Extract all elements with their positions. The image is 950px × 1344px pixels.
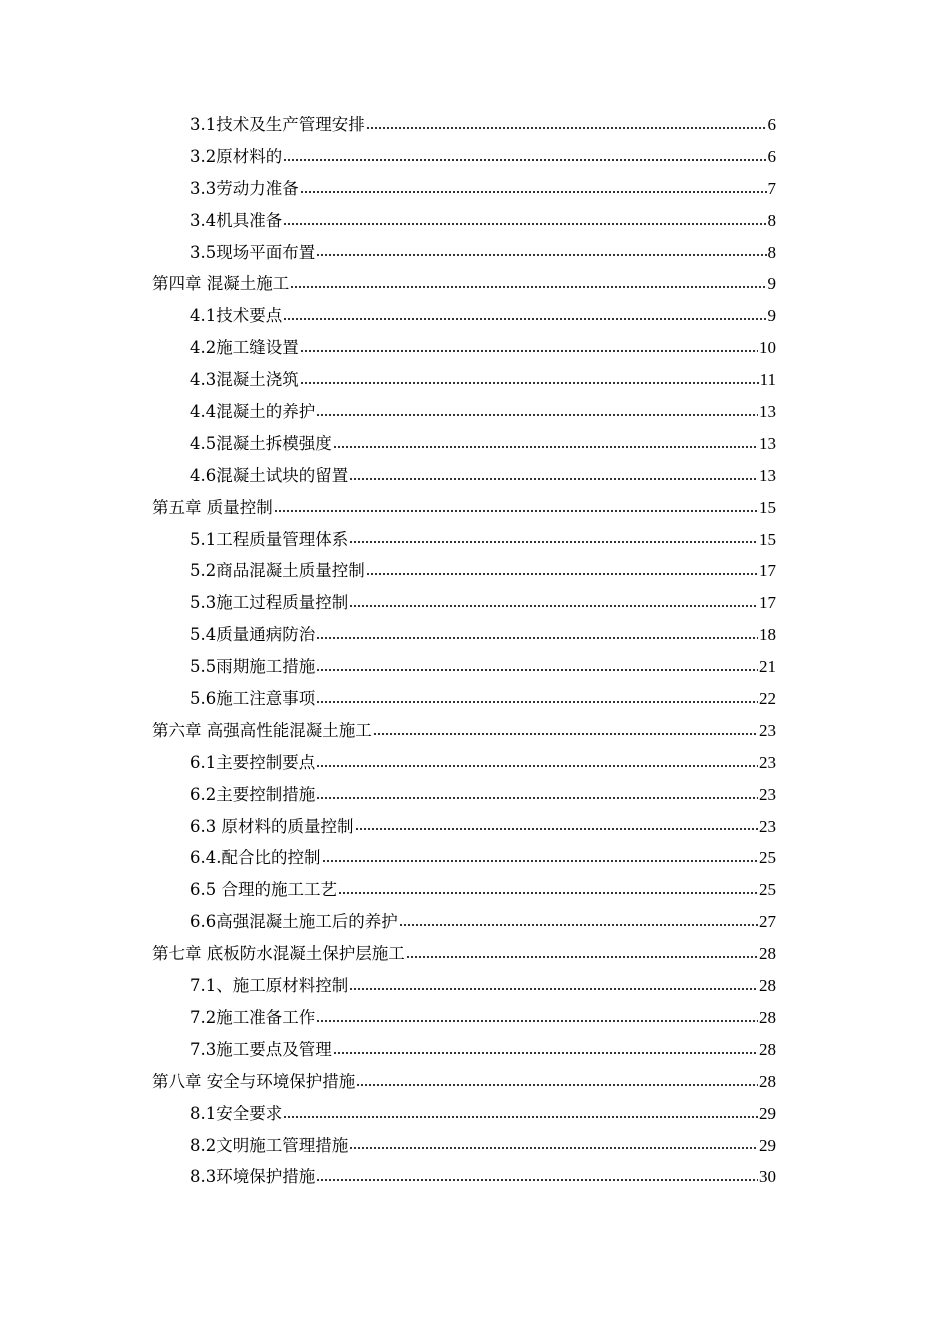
toc-entry-title: 3.4机具准备: [190, 210, 283, 230]
toc-entry-title: 第五章 质量控制: [152, 497, 273, 517]
toc-page-number: 28: [759, 1071, 776, 1091]
toc-section-entry[interactable]: [152, 1098, 776, 1130]
toc-entry-title: 5.5雨期施工措施: [190, 657, 316, 677]
toc-page-number: 18: [759, 625, 776, 645]
toc-page-number: 6: [767, 146, 776, 166]
toc-section-entry[interactable]: [152, 779, 776, 811]
toc-dot-leader: [373, 733, 758, 735]
toc-entry-title: 7.1、施工原材料控制: [190, 976, 349, 996]
toc-dot-leader: [349, 988, 758, 990]
toc-entry-title: 8.1安全要求: [190, 1103, 283, 1123]
toc-page-number: 23: [759, 720, 776, 740]
toc-entry-title: 3.1技术及生产管理安排: [190, 115, 365, 134]
toc-section-entry[interactable]: [152, 874, 776, 906]
toc-section-entry[interactable]: [152, 651, 776, 683]
toc-dot-leader: [399, 924, 758, 926]
toc-dot-leader: [349, 605, 758, 607]
toc-page-number: 9: [767, 274, 776, 294]
toc-entry-title: 7.3施工要点及管理: [190, 1039, 332, 1059]
toc-dot-leader: [283, 318, 766, 320]
toc-page-number: 8: [767, 242, 776, 262]
toc-entry-title: 4.1技术要点: [190, 306, 283, 326]
toc-section-entry[interactable]: [152, 1002, 776, 1034]
toc-dot-leader: [316, 797, 758, 799]
toc-entry-title: 第六章 高强高性能混凝土施工: [152, 720, 372, 740]
toc-entry-title: 6.2主要控制措施: [190, 784, 316, 804]
toc-dot-leader: [349, 541, 758, 543]
toc-entry-title: 3.2原材料的: [190, 146, 283, 166]
toc-dot-leader: [274, 510, 758, 512]
toc-section-entry[interactable]: [152, 109, 776, 141]
toc-chapter-entry[interactable]: [152, 1066, 776, 1098]
toc-dot-leader: [316, 414, 758, 416]
toc-dot-leader: [300, 191, 767, 193]
toc-dot-leader: [366, 127, 767, 129]
toc-entry-title: 第七章 底板防水混凝土保护层施工: [152, 944, 405, 964]
toc-dot-leader: [355, 828, 759, 830]
toc-entry-title: 3.5现场平面布置: [190, 242, 316, 262]
toc-chapter-entry[interactable]: [152, 715, 776, 747]
toc-page-number: 8: [767, 210, 776, 230]
toc-page-number: 25: [759, 848, 776, 868]
toc-page-number: 11: [759, 370, 776, 390]
toc-section-entry[interactable]: [152, 842, 776, 874]
toc-dot-leader: [316, 254, 766, 256]
toc-section-entry[interactable]: [152, 364, 776, 396]
toc-dot-leader: [316, 637, 758, 639]
toc-dot-leader: [316, 1179, 758, 1181]
toc-page-number: 23: [759, 816, 776, 836]
toc-section-entry[interactable]: [152, 428, 776, 460]
toc-entry-title: 第八章 安全与环境保护措施: [152, 1071, 356, 1091]
toc-section-entry[interactable]: [152, 396, 776, 428]
toc-section-entry[interactable]: [152, 906, 776, 938]
toc-page-number: 23: [759, 752, 776, 772]
toc-page-number: 9: [767, 306, 776, 326]
toc-dot-leader: [300, 382, 759, 384]
toc-section-entry[interactable]: [152, 332, 776, 364]
toc-entry-title: 第四章 混凝土施工: [152, 274, 290, 294]
toc-page-number: 22: [759, 689, 776, 709]
toc-page-number: 13: [759, 402, 776, 422]
toc-dot-leader: [349, 1147, 758, 1149]
toc-page-number: 15: [759, 497, 776, 517]
toc-entry-title: 4.6混凝土试块的留置: [190, 465, 349, 485]
toc-entry-title: 5.6施工注意事项: [190, 689, 316, 709]
toc-section-entry[interactable]: [152, 811, 776, 843]
toc-dot-leader: [406, 956, 758, 958]
toc-section-entry[interactable]: [152, 460, 776, 492]
toc-entry-title: 6.4.配合比的控制: [190, 848, 321, 868]
toc-dot-leader: [283, 159, 766, 161]
toc-entry-title: 5.1工程质量管理体系: [190, 529, 349, 549]
toc-page-number: 23: [759, 784, 776, 804]
table-of-contents: [152, 109, 776, 1193]
toc-page-number: 28: [759, 976, 776, 996]
toc-section-entry[interactable]: [152, 619, 776, 651]
toc-dot-leader: [322, 860, 759, 862]
toc-page-number: 29: [759, 1135, 776, 1155]
toc-entry-title: 4.2施工缝设置: [190, 338, 299, 358]
toc-section-entry[interactable]: [152, 300, 776, 332]
toc-page-number: 28: [759, 1007, 776, 1027]
toc-entry-title: 7.2施工准备工作: [190, 1007, 316, 1027]
toc-section-entry[interactable]: [152, 1161, 776, 1193]
toc-section-entry[interactable]: [152, 555, 776, 587]
toc-page-number: 30: [759, 1167, 776, 1187]
toc-entry-title: 5.3施工过程质量控制: [190, 593, 349, 613]
toc-entry-title: 6.5 合理的施工工艺: [190, 880, 337, 900]
toc-entry-title: 4.4混凝土的养护: [190, 402, 316, 422]
toc-dot-leader: [356, 1084, 758, 1086]
toc-section-entry[interactable]: [152, 587, 776, 619]
toc-page-number: 15: [759, 529, 776, 549]
toc-page-number: 25: [759, 880, 776, 900]
toc-dot-leader: [300, 350, 758, 352]
toc-entry-title: 6.1主要控制要点: [190, 752, 316, 772]
toc-entry-title: 6.6高强混凝土施工后的养护: [190, 912, 398, 932]
toc-entry-title: 8.3环境保护措施: [190, 1167, 316, 1187]
toc-dot-leader: [290, 286, 766, 288]
toc-dot-leader: [333, 446, 758, 448]
toc-section-entry[interactable]: [152, 141, 776, 173]
toc-section-entry[interactable]: [152, 970, 776, 1002]
toc-dot-leader: [283, 1116, 758, 1118]
toc-dot-leader: [316, 701, 758, 703]
toc-dot-leader: [349, 478, 758, 480]
toc-dot-leader: [316, 765, 758, 767]
toc-page-number: 21: [759, 657, 776, 677]
toc-page-number: 17: [759, 593, 776, 613]
toc-section-entry[interactable]: [152, 173, 776, 205]
toc-dot-leader: [316, 1020, 758, 1022]
toc-entry-title: 4.5混凝土拆模强度: [190, 433, 332, 453]
toc-page-number: 10: [759, 338, 776, 358]
toc-section-entry[interactable]: [152, 205, 776, 237]
toc-dot-leader: [283, 223, 766, 225]
toc-page-number: 28: [759, 944, 776, 964]
toc-page-number: 13: [759, 433, 776, 453]
toc-page-number: 13: [759, 465, 776, 485]
toc-section-entry[interactable]: [152, 1130, 776, 1162]
toc-entry-title: 8.2文明施工管理措施: [190, 1135, 349, 1155]
toc-section-entry[interactable]: [152, 524, 776, 556]
toc-page-number: 7: [767, 178, 776, 198]
toc-entry-title: 5.4质量通病防治: [190, 625, 316, 645]
toc-entry-title: 6.3 原材料的质量控制: [190, 816, 354, 836]
toc-section-entry[interactable]: [152, 1034, 776, 1066]
toc-dot-leader: [366, 573, 758, 575]
toc-page-number: 6: [767, 115, 776, 134]
toc-page-number: 17: [759, 561, 776, 581]
toc-chapter-entry[interactable]: [152, 938, 776, 970]
toc-page-number: 29: [759, 1103, 776, 1123]
toc-chapter-entry[interactable]: [152, 268, 776, 300]
toc-page-number: 28: [759, 1039, 776, 1059]
toc-entry-title: 4.3混凝土浇筑: [190, 370, 299, 390]
toc-section-entry[interactable]: [152, 237, 776, 269]
toc-section-entry[interactable]: [152, 747, 776, 779]
toc-chapter-entry[interactable]: [152, 492, 776, 524]
toc-dot-leader: [338, 892, 758, 894]
toc-section-entry[interactable]: [152, 683, 776, 715]
toc-dot-leader: [316, 669, 758, 671]
toc-page-number: 27: [759, 912, 776, 932]
toc-entry-title: 3.3劳动力准备: [190, 178, 299, 198]
toc-dot-leader: [333, 1052, 758, 1054]
toc-entry-title: 5.2商品混凝土质量控制: [190, 561, 365, 581]
